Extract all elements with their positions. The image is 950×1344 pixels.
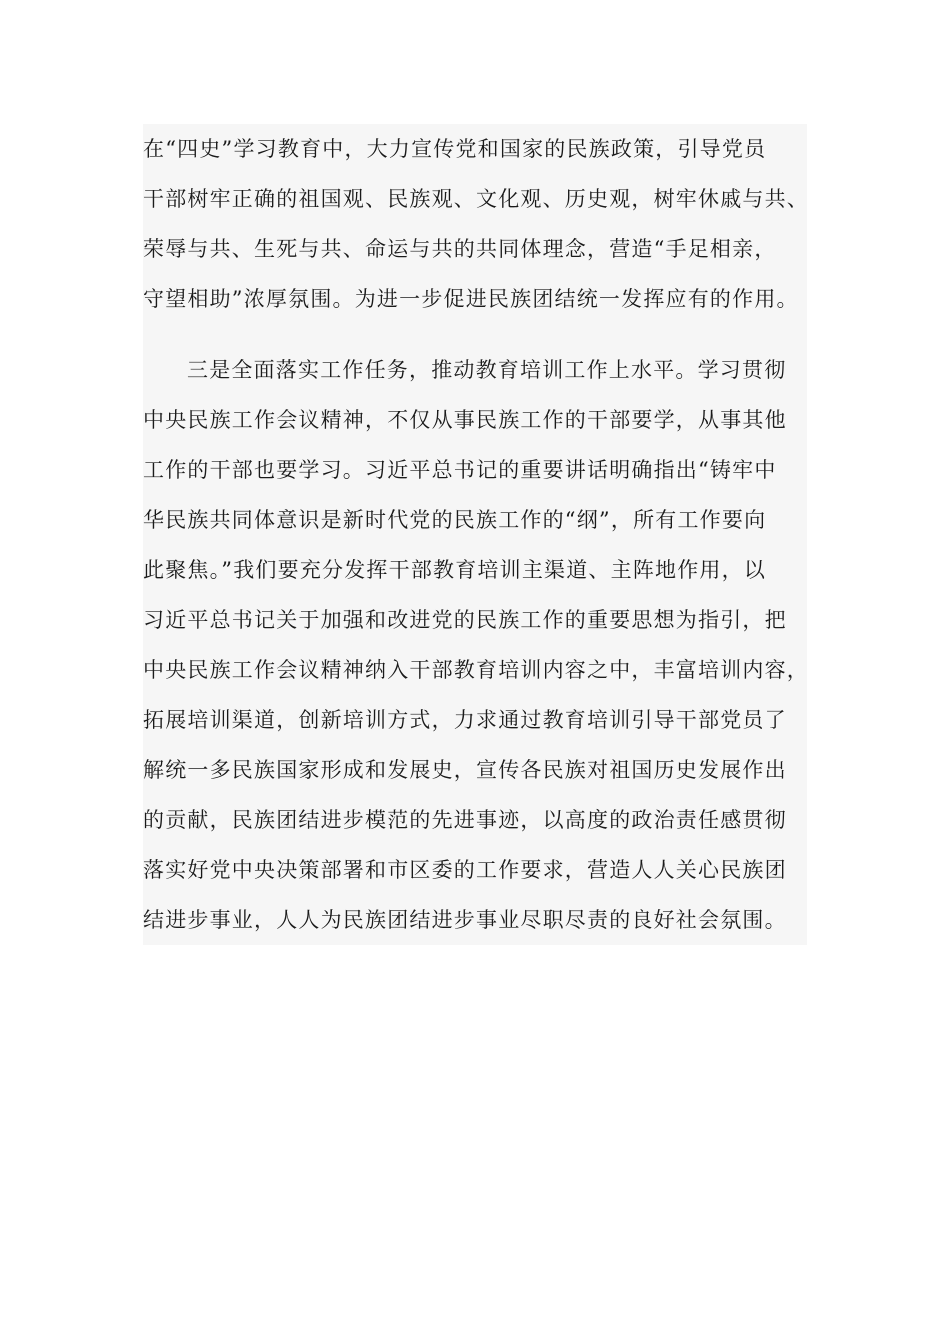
text-line: 习近平总书记关于加强和改进党的民族工作的重要思想为指引，把 bbox=[143, 608, 787, 632]
text-line: 荣辱与共、生死与共、命运与共的共同体理念，营造“手足相亲， bbox=[143, 237, 777, 261]
document-text-block bbox=[143, 124, 807, 945]
text-line: 此聚焦。”我们要充分发挥干部教育培训主渠道、主阵地作用，以 bbox=[143, 558, 767, 582]
paragraph-1 bbox=[143, 124, 807, 324]
text-line: 结进步事业，人人为民族团结进步事业尽职尽责的良好社会氛围。 bbox=[143, 908, 787, 932]
text-line: 落实好党中央决策部署和市区委的工作要求，营造人人关心民族团 bbox=[143, 858, 787, 882]
text-line: 在“四史”学习教育中，大力宣传党和国家的民族政策，引导党员 bbox=[143, 137, 767, 161]
text-line: 中央民族工作会议精神，不仅从事民族工作的干部要学，从事其他 bbox=[143, 408, 787, 432]
text-line: 华民族共同体意识是新时代党的民族工作的“纲”，所有工作要向 bbox=[143, 508, 767, 532]
paragraph-spacer bbox=[143, 324, 807, 345]
text-line: 守望相助”浓厚氛围。为进一步促进民族团结统一发挥应有的作用。 bbox=[143, 287, 799, 311]
text-line: 三是全面落实工作任务，推动教育培训工作上水平。学习贯彻 bbox=[187, 358, 787, 382]
text-line: 干部树牢正确的祖国观、民族观、文化观、历史观，树牢休戚与共、 bbox=[143, 187, 809, 211]
text-line: 拓展培训渠道，创新培训方式，力求通过教育培训引导干部党员了 bbox=[143, 708, 787, 732]
text-line: 工作的干部也要学习。习近平总书记的重要讲话明确指出“铸牢中 bbox=[143, 458, 777, 482]
text-line: 解统一多民族国家形成和发展史，宣传各民族对祖国历史发展作出 bbox=[143, 758, 787, 782]
text-line: 的贡献，民族团结进步模范的先进事迹，以高度的政治责任感贯彻 bbox=[143, 808, 787, 832]
paragraph-2 bbox=[143, 345, 807, 945]
text-line: 中央民族工作会议精神纳入干部教育培训内容之中，丰富培训内容， bbox=[143, 658, 809, 682]
